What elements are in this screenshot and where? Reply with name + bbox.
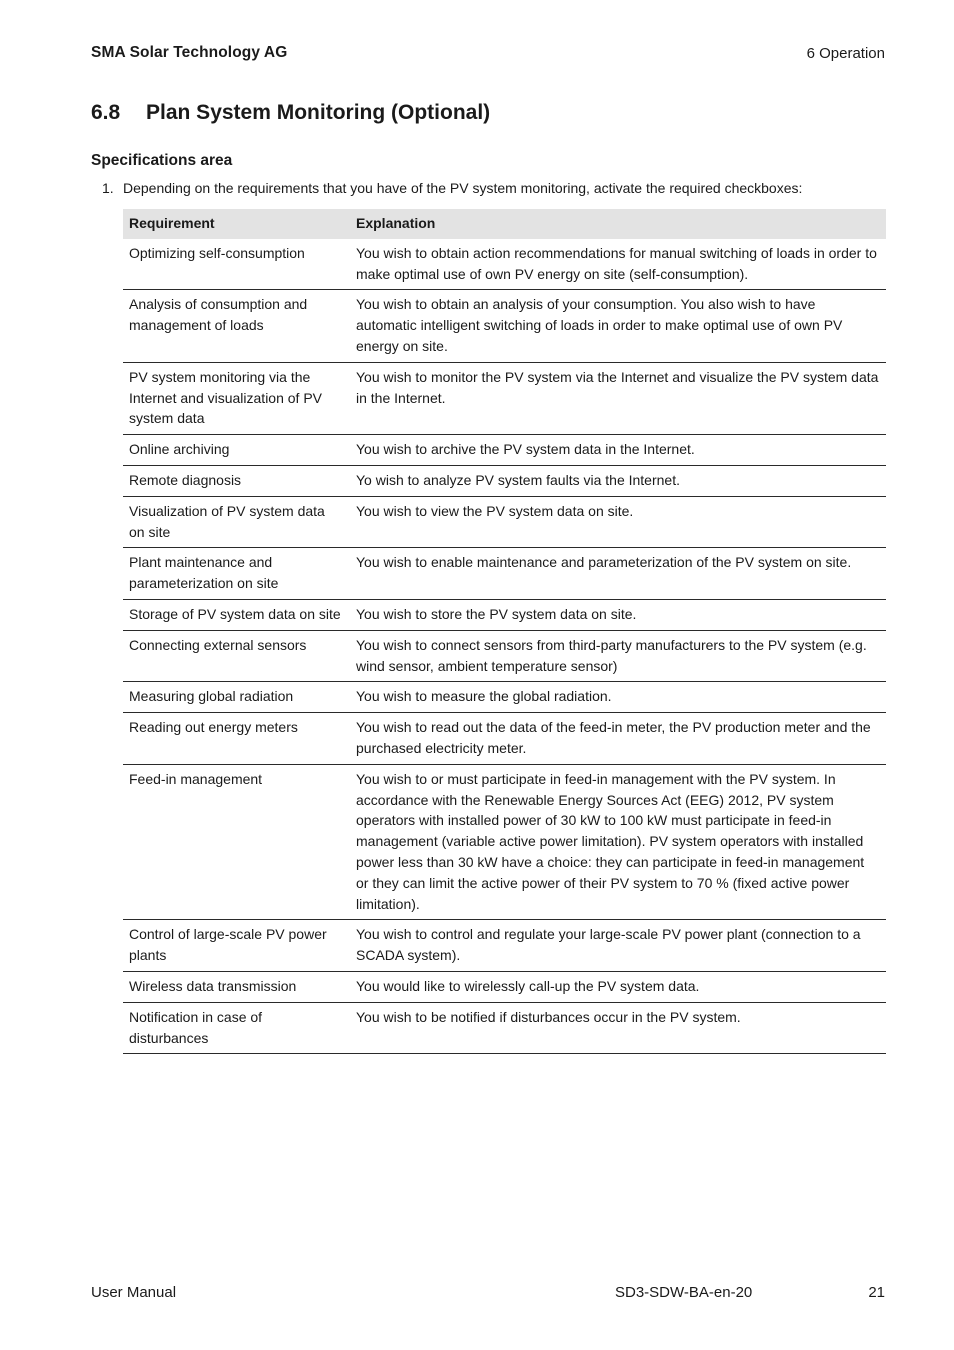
explanation-cell: You wish to store the PV system data on site.	[350, 599, 886, 630]
explanation-cell: You wish to monitor the PV system via the Internet and visualize the PV system data in the Internet.	[350, 362, 886, 434]
section-number: 6.8	[91, 101, 121, 124]
instruction-step	[102, 180, 802, 196]
explanation-cell: You wish to obtain an analysis of your consumption. You also wish to have automatic intelligent switching of loads in order to make optimal use of own PV energy on site.	[350, 290, 886, 362]
requirement-cell: Control of large-scale PV power plants	[123, 920, 350, 972]
explanation-cell: You wish to connect sensors from third-party manufacturers to the PV system (e.g. wind sensor, ambient temperature sensor)	[350, 630, 886, 682]
requirement-cell: Visualization of PV system data on site	[123, 496, 350, 548]
requirement-cell: Optimizing self-consumption	[123, 239, 350, 290]
table-row	[123, 599, 886, 630]
table-row	[123, 496, 886, 548]
requirement-cell: Online archiving	[123, 435, 350, 466]
requirement-cell: Feed-in management	[123, 764, 350, 920]
step-number: 1.	[102, 180, 114, 196]
table-row	[123, 548, 886, 600]
explanation-cell: Yo wish to analyze PV system faults via the Internet.	[350, 465, 886, 496]
explanation-cell: You wish to control and regulate your large-scale PV power plant (connection to a SCADA system).	[350, 920, 886, 972]
requirement-cell: Remote diagnosis	[123, 465, 350, 496]
table-row	[123, 1002, 886, 1054]
explanation-cell: You wish to be notified if disturbances occur in the PV system.	[350, 1002, 886, 1054]
requirement-cell: Analysis of consumption and management of loads	[123, 290, 350, 362]
column-header-explanation: Explanation	[350, 209, 886, 239]
explanation-cell: You wish to obtain action recommendations for manual switching of loads in order to make optimal use of own PV energy on site (self-consumption).	[350, 239, 886, 290]
requirement-cell: Plant maintenance and parameterization on site	[123, 548, 350, 600]
explanation-cell: You wish to read out the data of the feed-in meter, the PV production meter and the purchased electricity meter.	[350, 713, 886, 765]
company-name: SMA Solar Technology AG	[91, 44, 288, 61]
step-text: Depending on the requirements that you have of the PV system monitoring, activate the required checkboxes:	[123, 180, 803, 196]
requirement-cell: Wireless data transmission	[123, 971, 350, 1002]
table-row	[123, 290, 886, 362]
footer-doc-id: SD3-SDW-BA-en-20	[615, 1284, 753, 1301]
table-row	[123, 239, 886, 290]
table-row	[123, 362, 886, 434]
explanation-cell: You wish to measure the global radiation.	[350, 682, 886, 713]
section-title	[91, 101, 490, 125]
requirement-cell: PV system monitoring via the Internet and visualization of PV system data	[123, 362, 350, 434]
table-header-row	[123, 209, 886, 239]
table-row	[123, 630, 886, 682]
table-row	[123, 920, 886, 972]
explanation-cell: You wish to archive the PV system data in the Internet.	[350, 435, 886, 466]
requirements-table	[123, 209, 886, 1054]
table-row	[123, 682, 886, 713]
explanation-cell: You wish to view the PV system data on site.	[350, 496, 886, 548]
table-row	[123, 435, 886, 466]
column-header-requirement: Requirement	[123, 209, 350, 239]
table-row	[123, 713, 886, 765]
subheading: Specifications area	[91, 152, 233, 169]
table-row	[123, 764, 886, 920]
requirement-cell: Reading out energy meters	[123, 713, 350, 765]
requirement-cell: Measuring global radiation	[123, 682, 350, 713]
explanation-cell: You wish to enable maintenance and parameterization of the PV system on site.	[350, 548, 886, 600]
footer-doc-type: User Manual	[91, 1284, 177, 1301]
table-row	[123, 971, 886, 1002]
requirement-cell: Connecting external sensors	[123, 630, 350, 682]
explanation-cell: You wish to or must participate in feed-in management with the PV system. In accordance with the Renewable Energy Sources Act (EEG) 2012, PV system operators with installed power of 30 kW to 100 kW must participate in feed-in management (variable active power limitation). PV system operators with installed power less than 30 kW have a choice: they can participate in feed-in management or they can limit the active power of their PV system to 70 % (fixed active power limitation).	[350, 764, 886, 920]
chapter-label: 6 Operation	[806, 45, 885, 62]
page-number: 21	[868, 1284, 885, 1301]
requirement-cell: Storage of PV system data on site	[123, 599, 350, 630]
explanation-cell: You would like to wirelessly call-up the PV system data.	[350, 971, 886, 1002]
table-row	[123, 465, 886, 496]
section-title-text: Plan System Monitoring (Optional)	[146, 101, 491, 124]
requirement-cell: Notification in case of disturbances	[123, 1002, 350, 1054]
